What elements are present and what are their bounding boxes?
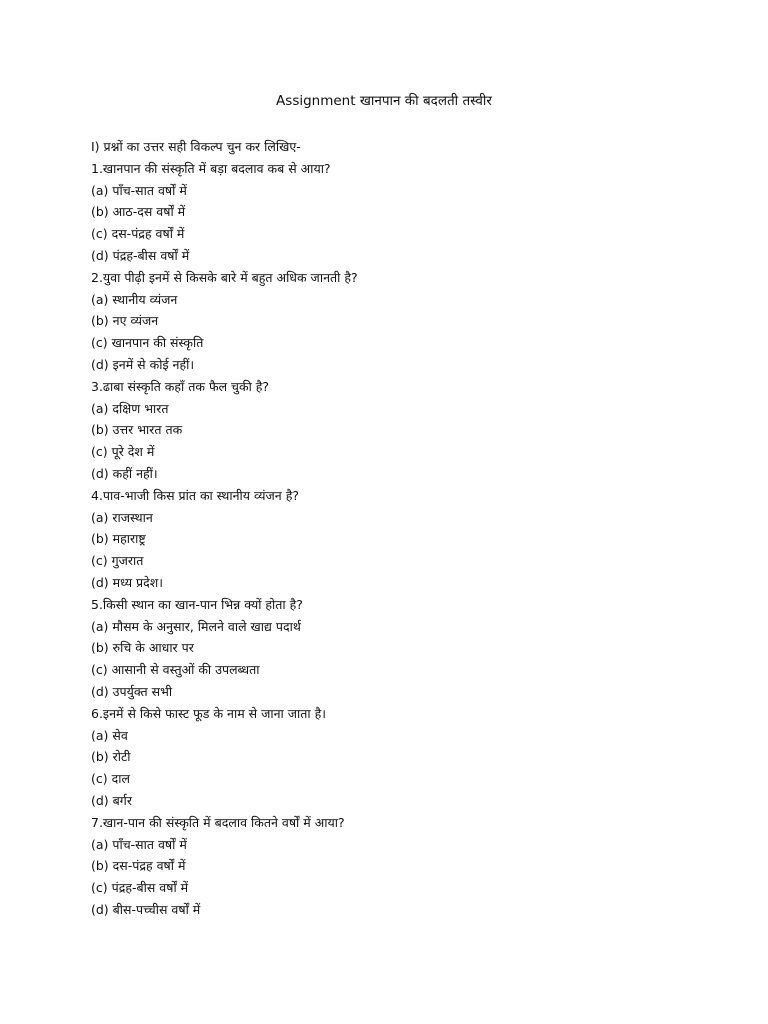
q1-option-d: (d) पंद्रह-बीस वर्षों में <box>91 247 190 263</box>
q1-option-a: (a) पाँच-सात वर्षों में <box>91 182 187 198</box>
instruction-text: I) प्रश्नों का उत्तर सही विकल्प चुन कर लिखिए- <box>91 139 301 154</box>
q2-option-c: (c) खानपान की संस्कृति <box>91 335 204 351</box>
q7-option-c: (c) पंद्रह-बीस वर्षों में <box>91 880 189 896</box>
q3-option-b: (b) उत्तर भारत तक <box>91 422 183 438</box>
question-4: 4.पाव-भाजी किस प्रांत का स्थानीय व्यंजन है? <box>91 487 299 503</box>
q5-option-d: (d) उपर्युक्त सभी <box>91 683 173 699</box>
q3-option-d: (d) कहीं नहीं। <box>91 465 158 481</box>
question-2: 2.युवा पीढ़ी इनमें से किसके बारे में बहुत अधिक जानती है? <box>91 269 358 285</box>
q5-option-b: (b) रुचि के आधार पर <box>91 640 194 656</box>
q1-option-b: (b) आठ-दस वर्षों में <box>91 204 186 220</box>
q6-option-d: (d) बर्गर <box>91 792 132 808</box>
question-7: 7.खान-पान की संस्कृति में बदलाव कितने वर्षों में आया? <box>91 814 345 830</box>
q3-option-a: (a) दक्षिण भारत <box>91 400 169 416</box>
q5-option-a: (a) मौसम के अनुसार, मिलने वाले खाद्य पदार्थ <box>91 618 301 634</box>
q3-option-c: (c) पूरे देश में <box>91 444 155 460</box>
question-6: 6.इनमें से किसे फास्ट फूड के नाम से जाना जाता है। <box>91 705 326 721</box>
question-5: 5.किसी स्थान का खान-पान भिन्न क्यों होता है? <box>91 596 303 612</box>
q2-option-b: (b) नए व्यंजन <box>91 313 159 329</box>
q6-option-a: (a) सेव <box>91 727 128 743</box>
q2-option-a: (a) स्थानीय व्यंजन <box>91 291 178 307</box>
question-1: 1.खानपान की संस्कृति में बड़ा बदलाव कब से आया? <box>91 160 331 176</box>
q4-option-d: (d) मध्य प्रदेश। <box>91 574 164 590</box>
q4-option-a: (a) राजस्थान <box>91 509 153 525</box>
question-3: 3.ढाबा संस्कृति कहाँ तक फैल चुकी है? <box>91 378 270 394</box>
q6-option-b: (b) रोटी <box>91 749 131 765</box>
q7-option-d: (d) बीस-पच्चीस वर्षों में <box>91 901 201 917</box>
q1-option-c: (c) दस-पंद्रह वर्षों में <box>91 226 185 242</box>
q6-option-c: (c) दाल <box>91 771 130 787</box>
q2-option-d: (d) इनमें से कोई नहीं। <box>91 356 195 372</box>
page-title: Assignment खानपान की बदलती तस्वीर <box>276 93 492 109</box>
q7-option-b: (b) दस-पंद्रह वर्षों में <box>91 858 186 874</box>
q5-option-c: (c) आसानी से वस्तुओं की उपलब्धता <box>91 662 260 678</box>
question-list <box>91 136 711 921</box>
q4-option-b: (b) महाराष्ट्र <box>91 531 146 547</box>
q7-option-a: (a) पाँच-सात वर्षों में <box>91 836 187 852</box>
q4-option-c: (c) गुजरात <box>91 553 144 569</box>
